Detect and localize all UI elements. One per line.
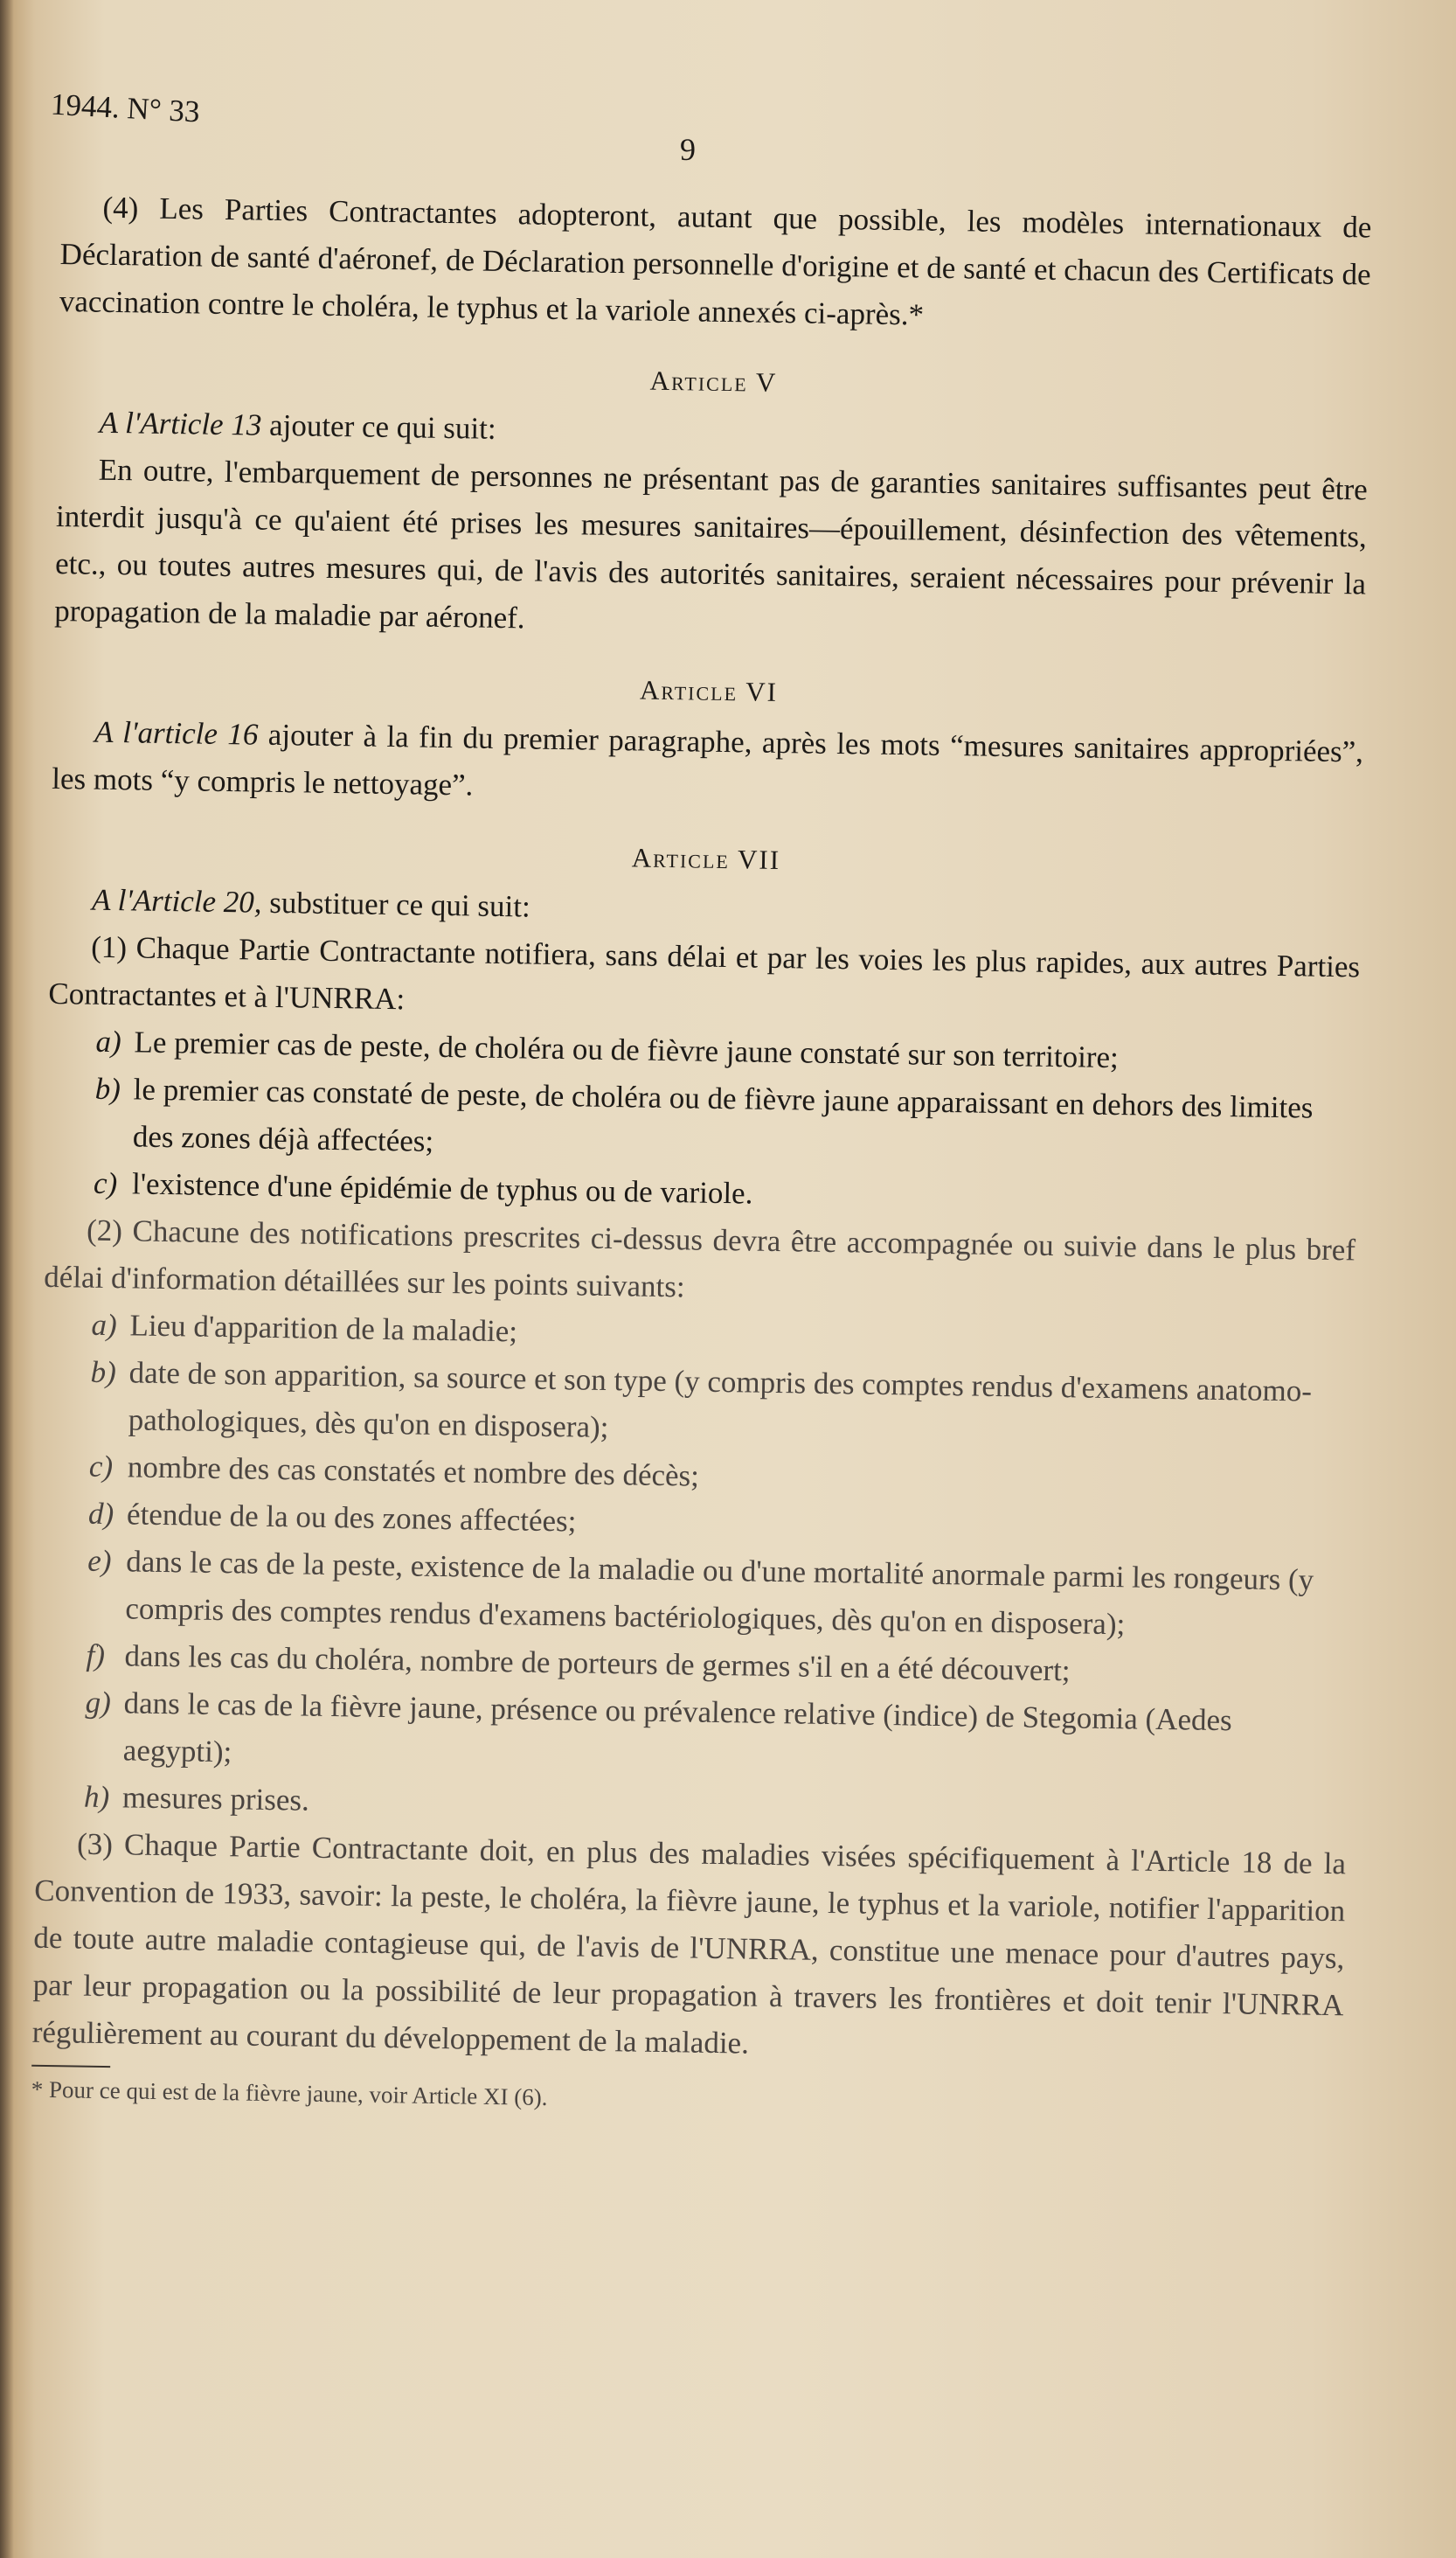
article-7-paragraph-2: (2) Chacune des notifications prescrites ci-dessus devra être accompagnée ou suivie dans le plus bref délai d'information détaillées sur les points suivants: bbox=[44, 1213, 1356, 1304]
article-6-body bbox=[52, 708, 1364, 824]
article-5-reference: A l'Article 13 bbox=[99, 405, 262, 442]
list-item: a) Le premier cas de peste, de choléra ou de fièvre jaune constaté sur son territoire; bbox=[95, 1024, 1120, 1075]
article-7-paragraph-3: (3) Chaque Partie Contractante doit, en plus des maladies visées spécifiquement à l'Article 18 de la Convention de 1933, savoir: la peste, le choléra, la fièvre jaune, le typhus et la variole, notifier l'apparition de toute autre maladie contagieuse qui, de l'avis de l'UNRRA, constitue une menace pour d'autres pays, par leur propagation ou la possibilité de leur propagation à travers les frontières et doit tenir l'UNRRA régulièrement au courant du développement de la maladie. bbox=[31, 1826, 1347, 2061]
footnote: * Pour ce qui est de la fièvre jaune, voir Article XI (6). bbox=[31, 2075, 548, 2111]
article-7-heading: Article VII bbox=[631, 842, 781, 876]
footnote-divider bbox=[31, 2065, 110, 2068]
list-item: c) nombre des cas constatés et nombre des décès; bbox=[88, 1449, 700, 1493]
page-number: 9 bbox=[680, 132, 696, 167]
list-item: b) date de son apparition, sa source et son type (y compris des comptes rendus d'examens anatomo-pathologiques, dès qu'on en disposera); bbox=[90, 1354, 1313, 1445]
list-item: d) étendue de la ou des zones affectées; bbox=[87, 1496, 577, 1539]
article-6-heading: Article VI bbox=[639, 674, 779, 707]
article-7-paragraph-1: (1) Chaque Partie Contractante notifiera, sans délai et par les voies les plus rapides, aux autres Parties Contractantes et à l'UNRRA: bbox=[48, 929, 1361, 1017]
page-content bbox=[31, 184, 1371, 2127]
article-7-intro-text: substituer ce qui suit: bbox=[261, 885, 531, 924]
list-item: g) dans le cas de la fièvre jaune, présence ou prévalence relative (indice) de Stegomia (Aedes aegypti); bbox=[85, 1685, 1233, 1769]
article-5-intro-text: ajouter ce qui suit: bbox=[261, 407, 496, 446]
list-item: h) mesures prises. bbox=[83, 1779, 310, 1818]
article-5-heading: Article V bbox=[649, 365, 778, 398]
list-item: e) dans le cas de la peste, existence de la maladie ou d'une mortalité anormale parmi les rongeurs (y compris des comptes rendus d'examens bactériologiques, dès qu'on en disposera); bbox=[87, 1543, 1314, 1642]
list-item: a) Lieu d'apparition de la maladie; bbox=[91, 1307, 518, 1349]
list-item: f) dans les cas du choléra, nombre de porteurs de germes s'il en a été découvert; bbox=[86, 1637, 1071, 1688]
list-item: c) l'existence d'une épidémie de typhus ou de variole. bbox=[93, 1165, 753, 1211]
article-5-body: En outre, l'embarquement de personnes ne présentant pas de garanties sanitaires suffisantes peut être interdit jusqu'à ce qu'aient été prises les mesures sanitaires—épouillement, désinfection des vêtements, etc., ou toutes autres mesures qui, de l'avis des autorités sanitaires, seraient nécessaires pour prévenir la propagation de la maladie par aéronef. bbox=[54, 452, 1368, 636]
paragraph-4: (4) Les Parties Contractantes adopteront, autant que possible, les modèles internationaux de Déclaration de santé d'aéronef, de Déclaration personnelle d'origine et de santé et chacun des Certificats de vaccination contre le choléra, le typhus et la variole annexés ci-après.* bbox=[59, 190, 1372, 332]
article-6-text: ajouter à la fin du premier paragraphe, après les mots “mesures sanitaires appropriées”, les mots “y compris le nettoyage”. bbox=[52, 717, 1364, 803]
article-7-reference: A l'Article 20, bbox=[91, 882, 262, 920]
article-6-reference: A l'article 16 bbox=[94, 714, 259, 752]
list-item: b) le premier cas constaté de peste, de choléra ou de fièvre jaune apparaissant en dehors des limites des zones déjà affectées; bbox=[94, 1071, 1314, 1158]
running-header: 1944. N° 33 bbox=[50, 87, 201, 129]
